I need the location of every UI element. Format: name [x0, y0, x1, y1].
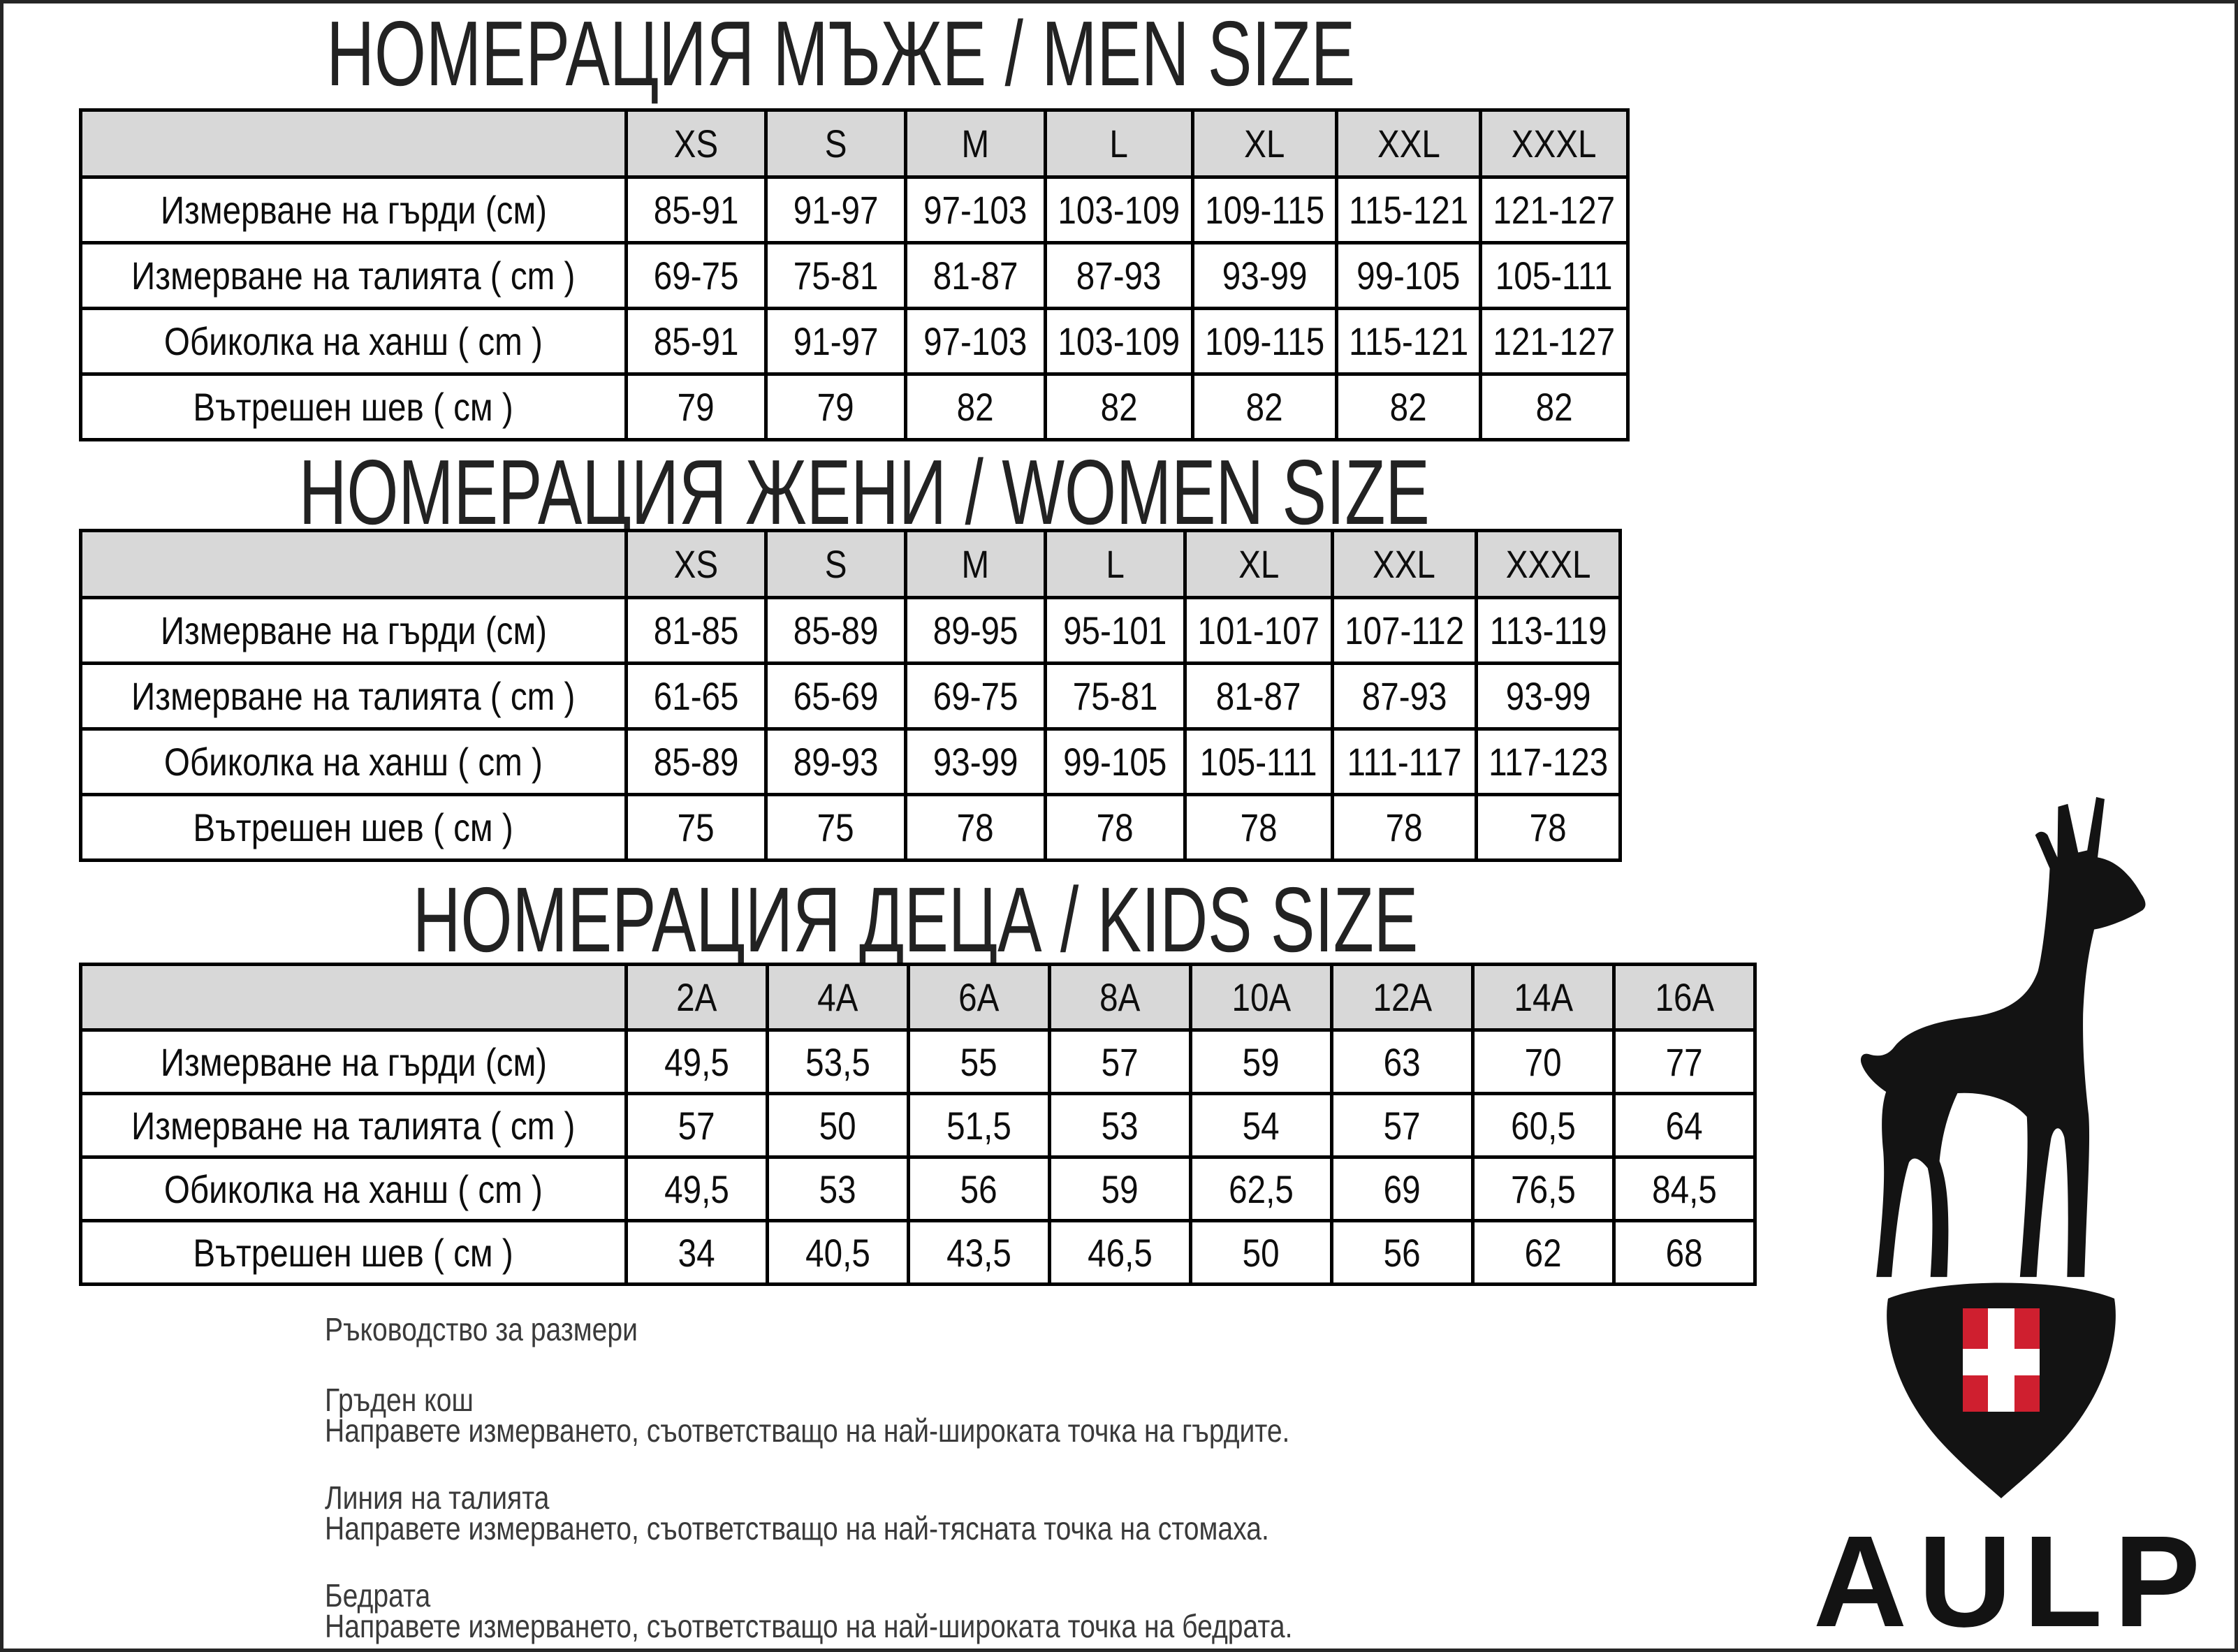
- measure-row: [81, 598, 1621, 664]
- size-col-header: 14A: [1473, 965, 1614, 1030]
- kids-size-title-text: НОМЕРАЦИЯ ДЕЦА / KIDS SIZE: [413, 868, 1419, 971]
- size-value-cell: 117-123: [1476, 729, 1620, 795]
- size-value-cell: 78: [1476, 795, 1620, 861]
- size-value-cell: 65-69: [766, 664, 906, 729]
- size-value-cell: 49,5: [627, 1030, 768, 1094]
- size-value-cell: 56: [1332, 1221, 1473, 1285]
- size-value-cell: 82: [1046, 374, 1193, 440]
- size-value-cell: 69: [1332, 1157, 1473, 1221]
- measure-label: Обиколка на ханш ( cm ): [81, 309, 627, 374]
- size-value-cell: 78: [1185, 795, 1333, 861]
- size-value-cell: 93-99: [1476, 664, 1620, 729]
- guide-section-hips: [325, 1577, 1512, 1644]
- size-value-cell: 87-93: [1046, 243, 1193, 309]
- size-value-cell: 89-93: [766, 729, 906, 795]
- size-col-header: 8A: [1050, 965, 1191, 1030]
- measure-row: [81, 374, 1628, 440]
- measure-label: Вътрешен шев ( см ): [81, 1221, 627, 1285]
- men-size-table: [79, 108, 1630, 441]
- measure-label: Измерване на гърди (см): [81, 177, 627, 243]
- size-header-row: [81, 110, 1628, 177]
- size-col-header: L: [1046, 110, 1193, 177]
- measure-row: [81, 664, 1621, 729]
- size-value-cell: 85-89: [766, 598, 906, 664]
- size-value-cell: 97-103: [906, 309, 1046, 374]
- size-value-cell: 46,5: [1050, 1221, 1191, 1285]
- measure-row: [81, 177, 1628, 243]
- size-value-cell: 75-81: [1046, 664, 1185, 729]
- size-value-cell: 99-105: [1046, 729, 1185, 795]
- size-value-cell: 57: [1050, 1030, 1191, 1094]
- size-col-header: L: [1046, 531, 1185, 598]
- size-value-cell: 82: [1336, 374, 1480, 440]
- size-value-cell: 105-111: [1481, 243, 1628, 309]
- size-header-row: [81, 965, 1755, 1030]
- measure-row: [81, 1030, 1755, 1094]
- measure-label: Измерване на гърди (см): [81, 598, 627, 664]
- shield-cross-horizontal: [1963, 1349, 2040, 1375]
- size-value-cell: 63: [1332, 1030, 1473, 1094]
- size-value-cell: 75: [766, 795, 906, 861]
- size-col-header: XL: [1185, 531, 1333, 598]
- kids-size-table: [79, 963, 1757, 1286]
- women-size-table-container: [79, 529, 1622, 862]
- size-value-cell: 85-91: [627, 309, 766, 374]
- size-value-cell: 93-99: [1192, 243, 1336, 309]
- guide-heading: Бедрата: [325, 1577, 431, 1614]
- size-value-cell: 60,5: [1473, 1094, 1614, 1157]
- guide-section-waist: [325, 1479, 1512, 1547]
- size-value-cell: 69-75: [906, 664, 1046, 729]
- measure-row: [81, 795, 1621, 861]
- size-value-cell: 109-115: [1192, 177, 1336, 243]
- size-value-cell: 51,5: [909, 1094, 1050, 1157]
- kids-size-table-container: [79, 963, 1757, 1286]
- corner-cell: [81, 531, 627, 598]
- size-col-header: XL: [1192, 110, 1336, 177]
- size-value-cell: 107-112: [1332, 598, 1476, 664]
- size-value-cell: 113-119: [1476, 598, 1620, 664]
- measure-label: Обиколка на ханш ( cm ): [81, 729, 627, 795]
- size-guide: [325, 1311, 1512, 1644]
- size-value-cell: 109-115: [1192, 309, 1336, 374]
- size-col-header: XXXL: [1476, 531, 1620, 598]
- size-value-cell: 53: [768, 1157, 909, 1221]
- size-value-cell: 115-121: [1336, 309, 1480, 374]
- kids-size-title: [79, 868, 1753, 971]
- size-value-cell: 85-89: [627, 729, 766, 795]
- size-value-cell: 81-87: [906, 243, 1046, 309]
- size-col-header: XS: [627, 110, 766, 177]
- measure-row: [81, 1094, 1755, 1157]
- measure-label: Обиколка на ханш ( cm ): [81, 1157, 627, 1221]
- guide-heading: Гръден кош: [325, 1382, 474, 1418]
- size-value-cell: 78: [1046, 795, 1185, 861]
- measure-row: [81, 729, 1621, 795]
- size-value-cell: 84,5: [1614, 1157, 1755, 1221]
- measure-row: [81, 309, 1628, 374]
- measure-row: [81, 1157, 1755, 1221]
- size-header-row: [81, 531, 1621, 598]
- size-value-cell: 91-97: [766, 309, 906, 374]
- size-value-cell: 40,5: [768, 1221, 909, 1285]
- size-value-cell: 70: [1473, 1030, 1614, 1094]
- size-value-cell: 34: [627, 1221, 768, 1285]
- size-value-cell: 103-109: [1046, 177, 1193, 243]
- size-col-header: 2A: [627, 965, 768, 1030]
- size-value-cell: 93-99: [906, 729, 1046, 795]
- size-col-header: XXL: [1336, 110, 1480, 177]
- brand-wordmark: AULP: [1813, 1510, 2212, 1652]
- size-col-header: M: [906, 531, 1046, 598]
- size-col-header: XXL: [1332, 531, 1476, 598]
- women-size-table: [79, 529, 1622, 862]
- size-value-cell: 101-107: [1185, 598, 1333, 664]
- size-value-cell: 82: [1192, 374, 1336, 440]
- size-col-header: 10A: [1191, 965, 1332, 1030]
- size-value-cell: 87-93: [1332, 664, 1476, 729]
- size-value-cell: 57: [627, 1094, 768, 1157]
- size-value-cell: 57: [1332, 1094, 1473, 1157]
- measure-label: Вътрешен шев ( см ): [81, 795, 627, 861]
- size-value-cell: 55: [909, 1030, 1050, 1094]
- size-col-header: S: [766, 110, 906, 177]
- size-col-header: S: [766, 531, 906, 598]
- size-value-cell: 82: [906, 374, 1046, 440]
- size-value-cell: 76,5: [1473, 1157, 1614, 1221]
- size-value-cell: 103-109: [1046, 309, 1193, 374]
- size-col-header: 12A: [1332, 965, 1473, 1030]
- measure-label: Измерване на гърди (см): [81, 1030, 627, 1094]
- size-col-header: XXXL: [1481, 110, 1628, 177]
- size-value-cell: 75-81: [766, 243, 906, 309]
- guide-section-chest: [325, 1382, 1512, 1449]
- size-value-cell: 121-127: [1481, 177, 1628, 243]
- size-value-cell: 61-65: [627, 664, 766, 729]
- size-value-cell: 89-95: [906, 598, 1046, 664]
- size-value-cell: 105-111: [1185, 729, 1333, 795]
- chamois-icon: [1851, 791, 2151, 1291]
- measure-label: Вътрешен шев ( см ): [81, 374, 627, 440]
- size-value-cell: 62,5: [1191, 1157, 1332, 1221]
- size-value-cell: 59: [1191, 1030, 1332, 1094]
- size-value-cell: 85-91: [627, 177, 766, 243]
- size-value-cell: 91-97: [766, 177, 906, 243]
- size-col-header: 16A: [1614, 965, 1755, 1030]
- measure-label: Измерване на талията ( cm ): [81, 243, 627, 309]
- size-value-cell: 56: [909, 1157, 1050, 1221]
- guide-text: Направете измерването, съответстващо на най-широката точка на гърдите.: [325, 1412, 1290, 1449]
- size-value-cell: 79: [766, 374, 906, 440]
- size-value-cell: 64: [1614, 1094, 1755, 1157]
- size-col-header: 6A: [909, 965, 1050, 1030]
- size-value-cell: 78: [1332, 795, 1476, 861]
- size-value-cell: 53: [1050, 1094, 1191, 1157]
- size-value-cell: 62: [1473, 1221, 1614, 1285]
- size-value-cell: 99-105: [1336, 243, 1480, 309]
- guide-title: [325, 1311, 1512, 1347]
- size-value-cell: 68: [1614, 1221, 1755, 1285]
- guide-text: Направете измерването, съответстващо на най-тясната точка на стомаха.: [325, 1510, 1269, 1547]
- size-value-cell: 121-127: [1481, 309, 1628, 374]
- guide-heading: Линия на талията: [325, 1479, 550, 1516]
- size-col-header: 4A: [768, 965, 909, 1030]
- guide-text: Направете измерването, съответстващо на най-широката точка на бедрата.: [325, 1608, 1293, 1644]
- corner-cell: [81, 110, 627, 177]
- size-value-cell: 50: [1191, 1221, 1332, 1285]
- size-value-cell: 115-121: [1336, 177, 1480, 243]
- women-size-title-text: НОМЕРАЦИЯ ЖЕНИ / WOMEN SIZE: [298, 441, 1430, 543]
- men-size-table-container: [79, 108, 1630, 441]
- size-value-cell: 78: [906, 795, 1046, 861]
- size-col-header: XS: [627, 531, 766, 598]
- size-value-cell: 53,5: [768, 1030, 909, 1094]
- measure-row: [81, 1221, 1755, 1285]
- measure-label: Измерване на талията ( cm ): [81, 1094, 627, 1157]
- corner-cell: [81, 965, 627, 1030]
- savoy-shield-icon: [1878, 1268, 2124, 1500]
- size-value-cell: 95-101: [1046, 598, 1185, 664]
- size-col-header: M: [906, 110, 1046, 177]
- measure-row: [81, 243, 1628, 309]
- size-value-cell: 97-103: [906, 177, 1046, 243]
- size-value-cell: 75: [627, 795, 766, 861]
- size-value-cell: 111-117: [1332, 729, 1476, 795]
- measure-label: Измерване на талията ( cm ): [81, 664, 627, 729]
- men-size-title-text: НОМЕРАЦИЯ МЪЖЕ / MEN SIZE: [326, 2, 1356, 105]
- size-value-cell: 81-85: [627, 598, 766, 664]
- women-size-title: [79, 441, 1603, 543]
- men-size-title: [79, 2, 1603, 105]
- size-value-cell: 54: [1191, 1094, 1332, 1157]
- size-value-cell: 69-75: [627, 243, 766, 309]
- size-value-cell: 82: [1481, 374, 1628, 440]
- size-value-cell: 81-87: [1185, 664, 1333, 729]
- size-value-cell: 77: [1614, 1030, 1755, 1094]
- guide-title-text: Ръководство за размери: [325, 1311, 638, 1347]
- size-value-cell: 59: [1050, 1157, 1191, 1221]
- size-value-cell: 49,5: [627, 1157, 768, 1221]
- size-value-cell: 79: [627, 374, 766, 440]
- size-value-cell: 43,5: [909, 1221, 1050, 1285]
- size-value-cell: 50: [768, 1094, 909, 1157]
